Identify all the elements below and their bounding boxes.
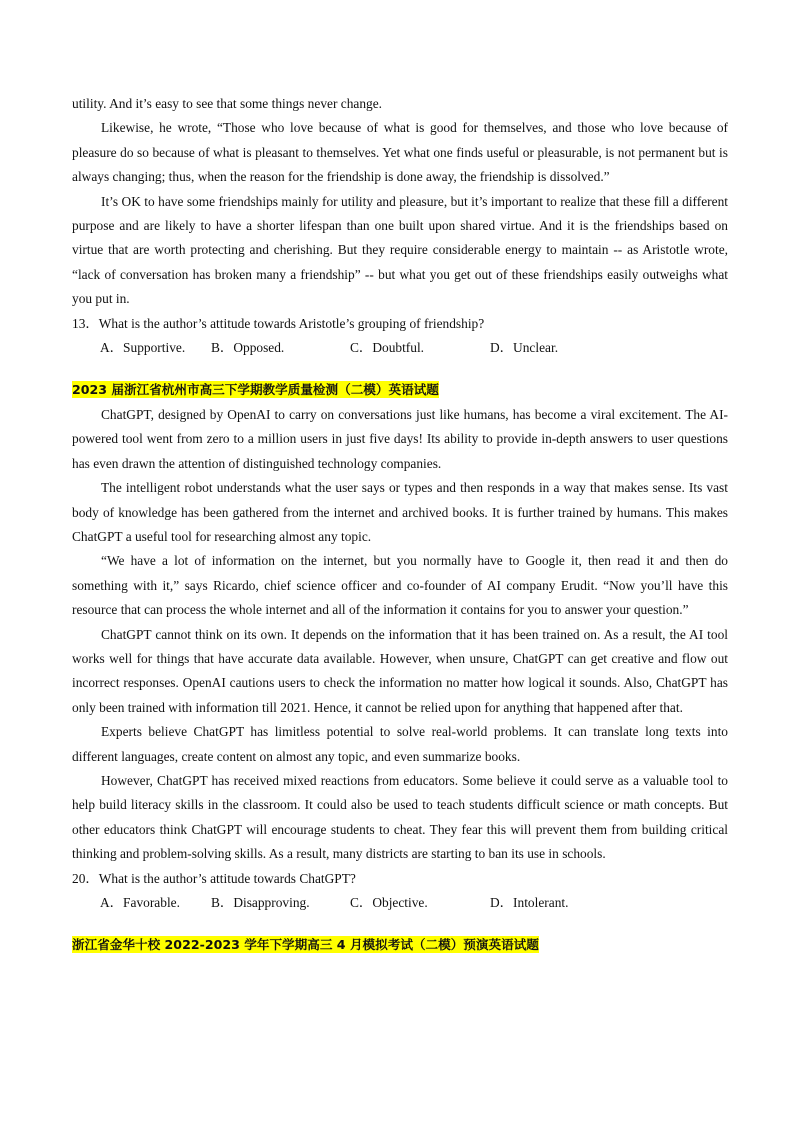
paragraph: ChatGPT cannot think on its own. It depends on the information that it has been trained on. As a result, the AI tool works well for things that have accurate data available. However, when unsure, ChatGPT can get creative and flow out incorrect responses. OpenAI cautions users to check the information no matter how logical it sounds. Also, ChatGPT has only been trained with information till 2021. Hence, it cannot be relied upon for anything that happened after that.: [72, 626, 728, 715]
section-heading: 浙江省金华十校 2022-2023 学年下学期高三 4 月模拟考试（二模）预演英语试题: [72, 937, 539, 953]
paragraph: Experts believe ChatGPT has limitless potential to solve real-world problems. It can translate long texts into different languages, create content on almost any topic, and even summarize books.: [72, 724, 728, 764]
passage-1: [72, 92, 728, 360]
section-gap: [72, 360, 728, 378]
paragraph: ChatGPT, designed by OpenAI to carry on conversations just like humans, has become a viral excitement. The AI-powered tool went from zero to a million users in just five days! Its ability to provide in-depth answers to user questions has even drawn the attention of distinguished technology companies.: [72, 406, 728, 471]
section-heading: 2023 届浙江省杭州市高三下学期教学质量检测（二模）英语试题: [72, 382, 439, 398]
option-a: A．Favorable.: [100, 895, 180, 910]
question-20-options: [72, 891, 728, 915]
option-c: C．Objective.: [350, 895, 428, 910]
paragraph: The intelligent robot understands what the user says or types and then responds in a way that makes sense. Its vast body of knowledge has been gathered from the internet and archived books. It is further trained by humans. This makes ChatGPT a useful tool for researching almost any topic.: [72, 480, 728, 544]
document-content: [72, 92, 728, 958]
passage-3: [72, 933, 728, 957]
option-b: B．Opposed.: [211, 340, 285, 356]
option-c: C．Doubtful.: [350, 340, 425, 356]
option-b: B．Disapproving.: [211, 895, 310, 910]
section-gap: [72, 915, 728, 933]
paragraph: utility. And it’s easy to see that some things never change.: [72, 96, 383, 111]
option-a: A．Supportive.: [100, 340, 186, 356]
question-13-options: [72, 336, 728, 360]
paragraph: Likewise, he wrote, “Those who love because of what is good for themselves, and those who love because of pleasure do so because of what is pleasant to themselves. Yet what one finds useful or pleasurable, is not permanent but is always changing; thus, when the reason for the friendship is done away, the friendship is dissolved.”: [72, 120, 728, 185]
option-d: D．Unclear.: [490, 340, 559, 356]
paragraph: “We have a lot of information on the internet, but you normally have to Google it, then read it and then do something with it,” says Ricardo, chief science officer and co-founder of AI company Erudit. “Now you’ll have this resource that can process the whole internet and all of the information it contains for you to answer your question.”: [72, 553, 728, 618]
question-20: 20．What is the author’s attitude towards ChatGPT?: [72, 870, 356, 886]
option-d: D．Intolerant.: [490, 895, 569, 910]
question-13: 13．What is the author’s attitude towards Aristotle’s grouping of friendship?: [72, 315, 485, 331]
paragraph: However, ChatGPT has received mixed reactions from educators. Some believe it could serve as a valuable tool to help build literacy skills in the classroom. It could also be used to teach students difficult science or math concepts. But other educators think ChatGPT will encourage students to cheat. They fear this will prevent them from building critical thinking and problem-solving skills. As a result, many districts are starting to ban its use in schools.: [72, 772, 728, 862]
passage-2: [72, 378, 728, 915]
paragraph: It’s OK to have some friendships mainly for utility and pleasure, but it’s important to realize that these fill a different purpose and are likely to have a shorter lifespan than one built upon shared virtue. And it is the friendships based on virtue that are worth protecting and cherishing. But they require considerable energy to maintain -- as Aristotle wrote, “lack of conversation has broken many a friendship” -- but what you get out of these friendships easily outweighs what you put in.: [72, 193, 728, 307]
